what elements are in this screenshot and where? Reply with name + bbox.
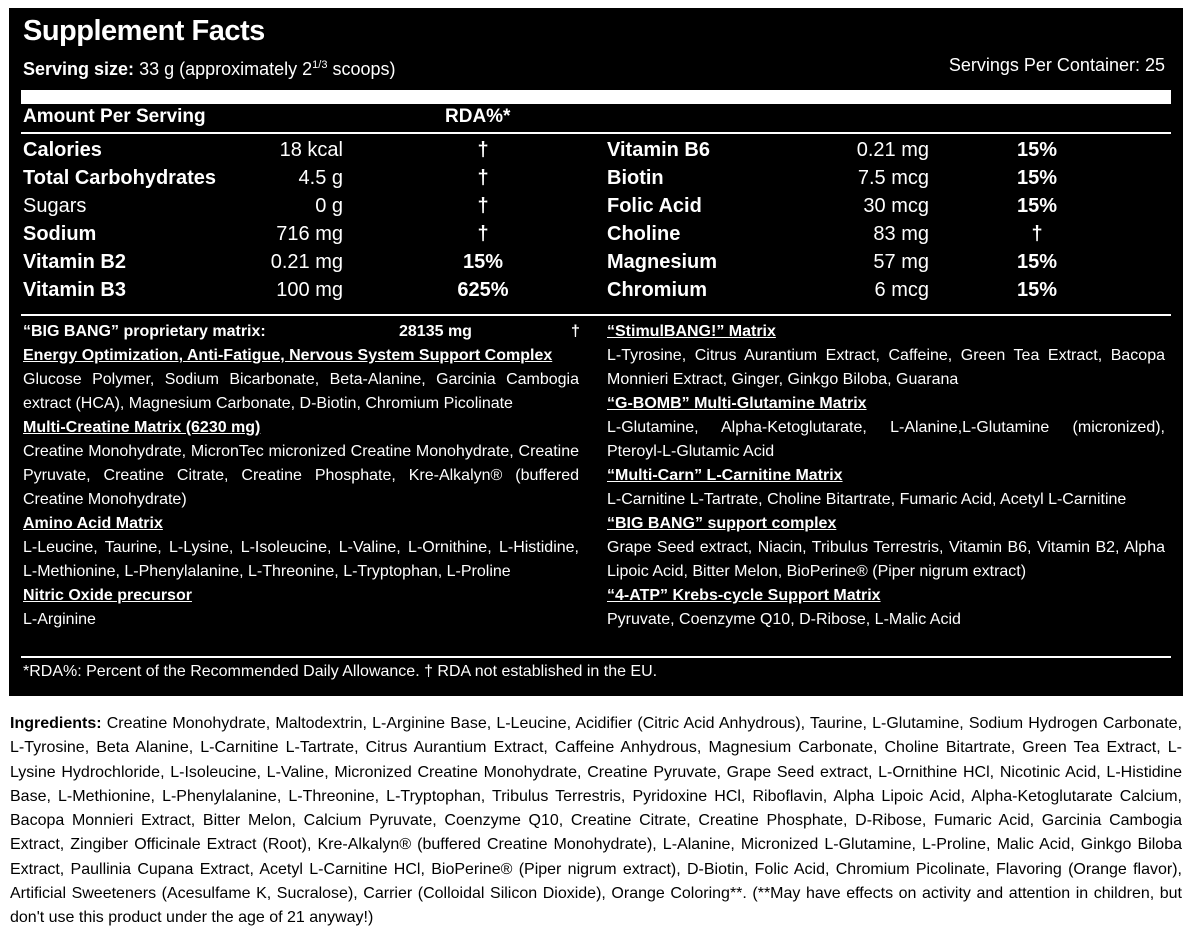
nutrient-rda: † (1031, 223, 1043, 245)
nutrient-amount: 0 g (315, 195, 343, 217)
thick-divider (21, 90, 1171, 104)
matrix-block (607, 320, 1165, 392)
matrix-block (607, 584, 1165, 632)
matrix-title: “StimulBANG!” Matrix (607, 323, 776, 340)
big-bang-rda: † (571, 323, 580, 340)
matrix-left-column (23, 344, 579, 632)
nutrient-amount: 18 kcal (279, 139, 343, 161)
matrix-title: “4-ATP” Krebs-cycle Support Matrix (607, 587, 881, 604)
rda-header: RDA%* (445, 106, 511, 127)
nutrient-amount: 0.21 mg (856, 139, 929, 161)
matrix-ingredients: Creatine Monohydrate, MicronTec micronized Creatine Monohydrate, Creatine Pyruvate, Creatine Citrate, Creatine Phosphate, Kre-Alkalyn® (buffered Creatine Monohydrate) (23, 443, 579, 508)
nutrient-amount: 4.5 g (298, 167, 343, 189)
nutrient-name: Sodium (23, 223, 97, 245)
nutrient-row (23, 164, 583, 192)
nutrient-name: Folic Acid (607, 195, 702, 217)
matrix-block (23, 344, 579, 416)
serving-size (23, 54, 396, 80)
nutrient-rda: † (477, 167, 489, 189)
matrix-title: Energy Optimization, Anti-Fatigue, Nervous System Support Complex (23, 347, 553, 364)
matrix-block (23, 416, 579, 512)
nutrient-row (23, 248, 583, 276)
serving-size-unit: scoops) (332, 59, 396, 79)
big-bang-label: “BIG BANG” proprietary matrix: (23, 323, 266, 340)
servings-per-container: Servings Per Container: 25 (948, 55, 1165, 75)
nutrient-name: Choline (607, 223, 681, 245)
nutrient-rda: 15% (1016, 139, 1058, 161)
matrix-ingredients: L-Arginine (23, 611, 96, 628)
nutrient-amount: 716 mg (276, 223, 343, 245)
nutrient-name: Chromium (607, 279, 707, 301)
matrix-title: Amino Acid Matrix (23, 515, 163, 532)
nutrient-amount: 30 mcg (863, 195, 929, 217)
nutrient-name: Total Carbohydrates (23, 167, 216, 189)
nutrient-amount: 6 mcg (874, 279, 929, 301)
matrix-ingredients: Pyruvate, Coenzyme Q10, D-Ribose, L-Malic Acid (607, 611, 961, 628)
matrix-right-column (607, 320, 1165, 632)
matrix-title: “BIG BANG” support complex (607, 515, 837, 532)
nutrient-name: Sugars (23, 195, 87, 217)
nutrient-rda: 15% (1016, 167, 1058, 189)
matrix-block (607, 464, 1165, 512)
rda-footnote: *RDA%: Percent of the Recommended Daily Allowance. † RDA not established in the EU. (23, 663, 658, 680)
ingredients-label: Ingredients: (10, 715, 102, 732)
matrix-title: Multi-Creatine Matrix (6230 mg) (23, 419, 261, 436)
nutrient-name: Magnesium (607, 251, 718, 273)
nutrient-row (23, 192, 583, 220)
nutrient-rda: † (477, 139, 489, 161)
divider-line (21, 314, 1171, 316)
nutrient-rda: 15% (1016, 251, 1058, 273)
nutrient-rda: 625% (457, 279, 509, 301)
nutrient-amount: 83 mg (873, 223, 929, 245)
nutrient-name: Vitamin B6 (607, 139, 710, 161)
serving-size-label: Serving size: (23, 59, 135, 79)
nutrient-amount: 7.5 mcg (857, 167, 929, 189)
matrix-title: “Multi-Carn” L-Carnitine Matrix (607, 467, 843, 484)
matrix-ingredients: L-Glutamine, Alpha-Ketoglutarate, L-Alanine,L-Glutamine (micronized), Pteroyl-L-Glutamic Acid (607, 419, 1165, 460)
serving-size-fraction: 1/3 (312, 59, 328, 71)
nutrient-row (607, 220, 1167, 248)
nutrient-row (607, 164, 1167, 192)
nutrient-rda: 15% (1016, 195, 1058, 217)
serving-size-value: 33 g (approximately 2 (139, 59, 313, 79)
matrix-ingredients: L-Leucine, Taurine, L-Lysine, L-Isoleucine, L-Valine, L-Ornithine, L-Histidine, L-Methionine, L-Phenylalanine, L-Threonine, L-Tryptophan, L-Proline (23, 539, 579, 580)
amount-per-serving-header: Amount Per Serving (23, 106, 206, 127)
nutrient-row (607, 192, 1167, 220)
nutrient-name: Biotin (607, 167, 664, 189)
divider-line (21, 656, 1171, 658)
nutrient-amount: 57 mg (873, 251, 929, 273)
matrix-ingredients: L-Tyrosine, Citrus Aurantium Extract, Caffeine, Green Tea Extract, Bacopa Monnieri Extract, Ginger, Ginkgo Biloba, Guarana (607, 347, 1165, 388)
big-bang-amount: 28135 mg (399, 323, 472, 340)
nutrient-name: Calories (23, 139, 102, 161)
panel-title: Supplement Facts (23, 15, 265, 47)
matrix-block (23, 584, 579, 632)
matrix-ingredients: Grape Seed extract, Niacin, Tribulus Terrestris, Vitamin B6, Vitamin B2, Alpha Lipoic Acid, Bitter Melon, BioPerine® (Piper nigrum extract) (607, 539, 1165, 580)
nutrient-row (607, 248, 1167, 276)
nutrient-rda: † (477, 223, 489, 245)
nutrient-rda: 15% (1016, 279, 1058, 301)
ingredients-paragraph (10, 712, 1182, 931)
nutrient-row (607, 136, 1167, 164)
nutrient-rda: 15% (462, 251, 504, 273)
big-bang-matrix-header (23, 320, 583, 344)
matrix-block (607, 512, 1165, 584)
nutrient-row (23, 220, 583, 248)
matrix-ingredients: Glucose Polymer, Sodium Bicarbonate, Beta-Alanine, Garcinia Cambogia extract (HCA), Magnesium Carbonate, D-Biotin, Chromium Picolinate (23, 371, 579, 412)
matrix-ingredients: L-Carnitine L-Tartrate, Choline Bitartrate, Fumaric Acid, Acetyl L-Carnitine (607, 491, 1127, 508)
ingredients-text: Creatine Monohydrate, Maltodextrin, L-Arginine Base, L-Leucine, Acidifier (Citric Acid Anhydrous), Taurine, L-Glutamine, Sodium Hydrogen Carbonate, L-Tyrosine, Beta Alanine, L-Carnitine L-Tartrate, Citrus Aurantium Extract, Caffeine Anhydrous, Magnesium Carbonate, Choline Bitartrate, Green Tea Extract, L-Lysine Hydrochloride, L-Isoleucine, L-Valine, Micronized Creatine Monohydrate, Creatine Pyruvate, Grape Seed extract, L-Ornithine HCl, Nicotinic Acid, L-Histidine Base, L-Methionine, L-Phenylalanine, L-Threonine, L-Tryptophan, Tribulus Terrestris, Pyridoxine HCl, Riboflavin, Alpha Lipoic Acid, Alpha-Ketoglutarate Calcium, Bacopa Monnieri Extract, Bitter Melon, Calcium Pyruvate, Coenzyme Q10, Creatine Citrate, Creatine Phosphate, D-Ribose, Fumaric Acid, Garcinia Cambogia Extract, Zingiber Officinale Extract (Root), Kre-Alkalyn® (buffered Creatine Monohydrate), L-Alanine, Micronized L-Glutamine, L-Proline, Malic Acid, Ginkgo Biloba Extract, Paullinia Cupana Extract, Acetyl L-Carnitine HCl, BioPerine® (Piper nigrum extract), D-Biotin, Folic Acid, Chromium Picolinate, Flavoring (Orange flavor), Artificial Sweeteners (Acesulfame K, Sucralose), Carrier (Colloidal Silicon Dioxide), Orange Coloring**. (**May have effects on activity and attention in children, but don't use this product under the age of 21 anyway!) (10, 715, 1182, 927)
nutrient-amount: 100 mg (276, 279, 343, 301)
nutrient-name: Vitamin B2 (23, 251, 126, 273)
matrix-title: “G-BOMB” Multi-Glutamine Matrix (607, 395, 867, 412)
nutrient-row (607, 276, 1167, 304)
matrix-block (607, 392, 1165, 464)
nutrient-name: Vitamin B3 (23, 279, 126, 301)
nutrient-rda: † (477, 195, 489, 217)
nutrient-amount: 0.21 mg (270, 251, 343, 273)
matrix-block (23, 512, 579, 584)
divider-line (21, 132, 1171, 134)
nutrient-row (23, 276, 583, 304)
nutrient-row (23, 136, 583, 164)
supplement-facts-panel (9, 8, 1183, 696)
matrix-title: Nitric Oxide precursor (23, 587, 192, 604)
